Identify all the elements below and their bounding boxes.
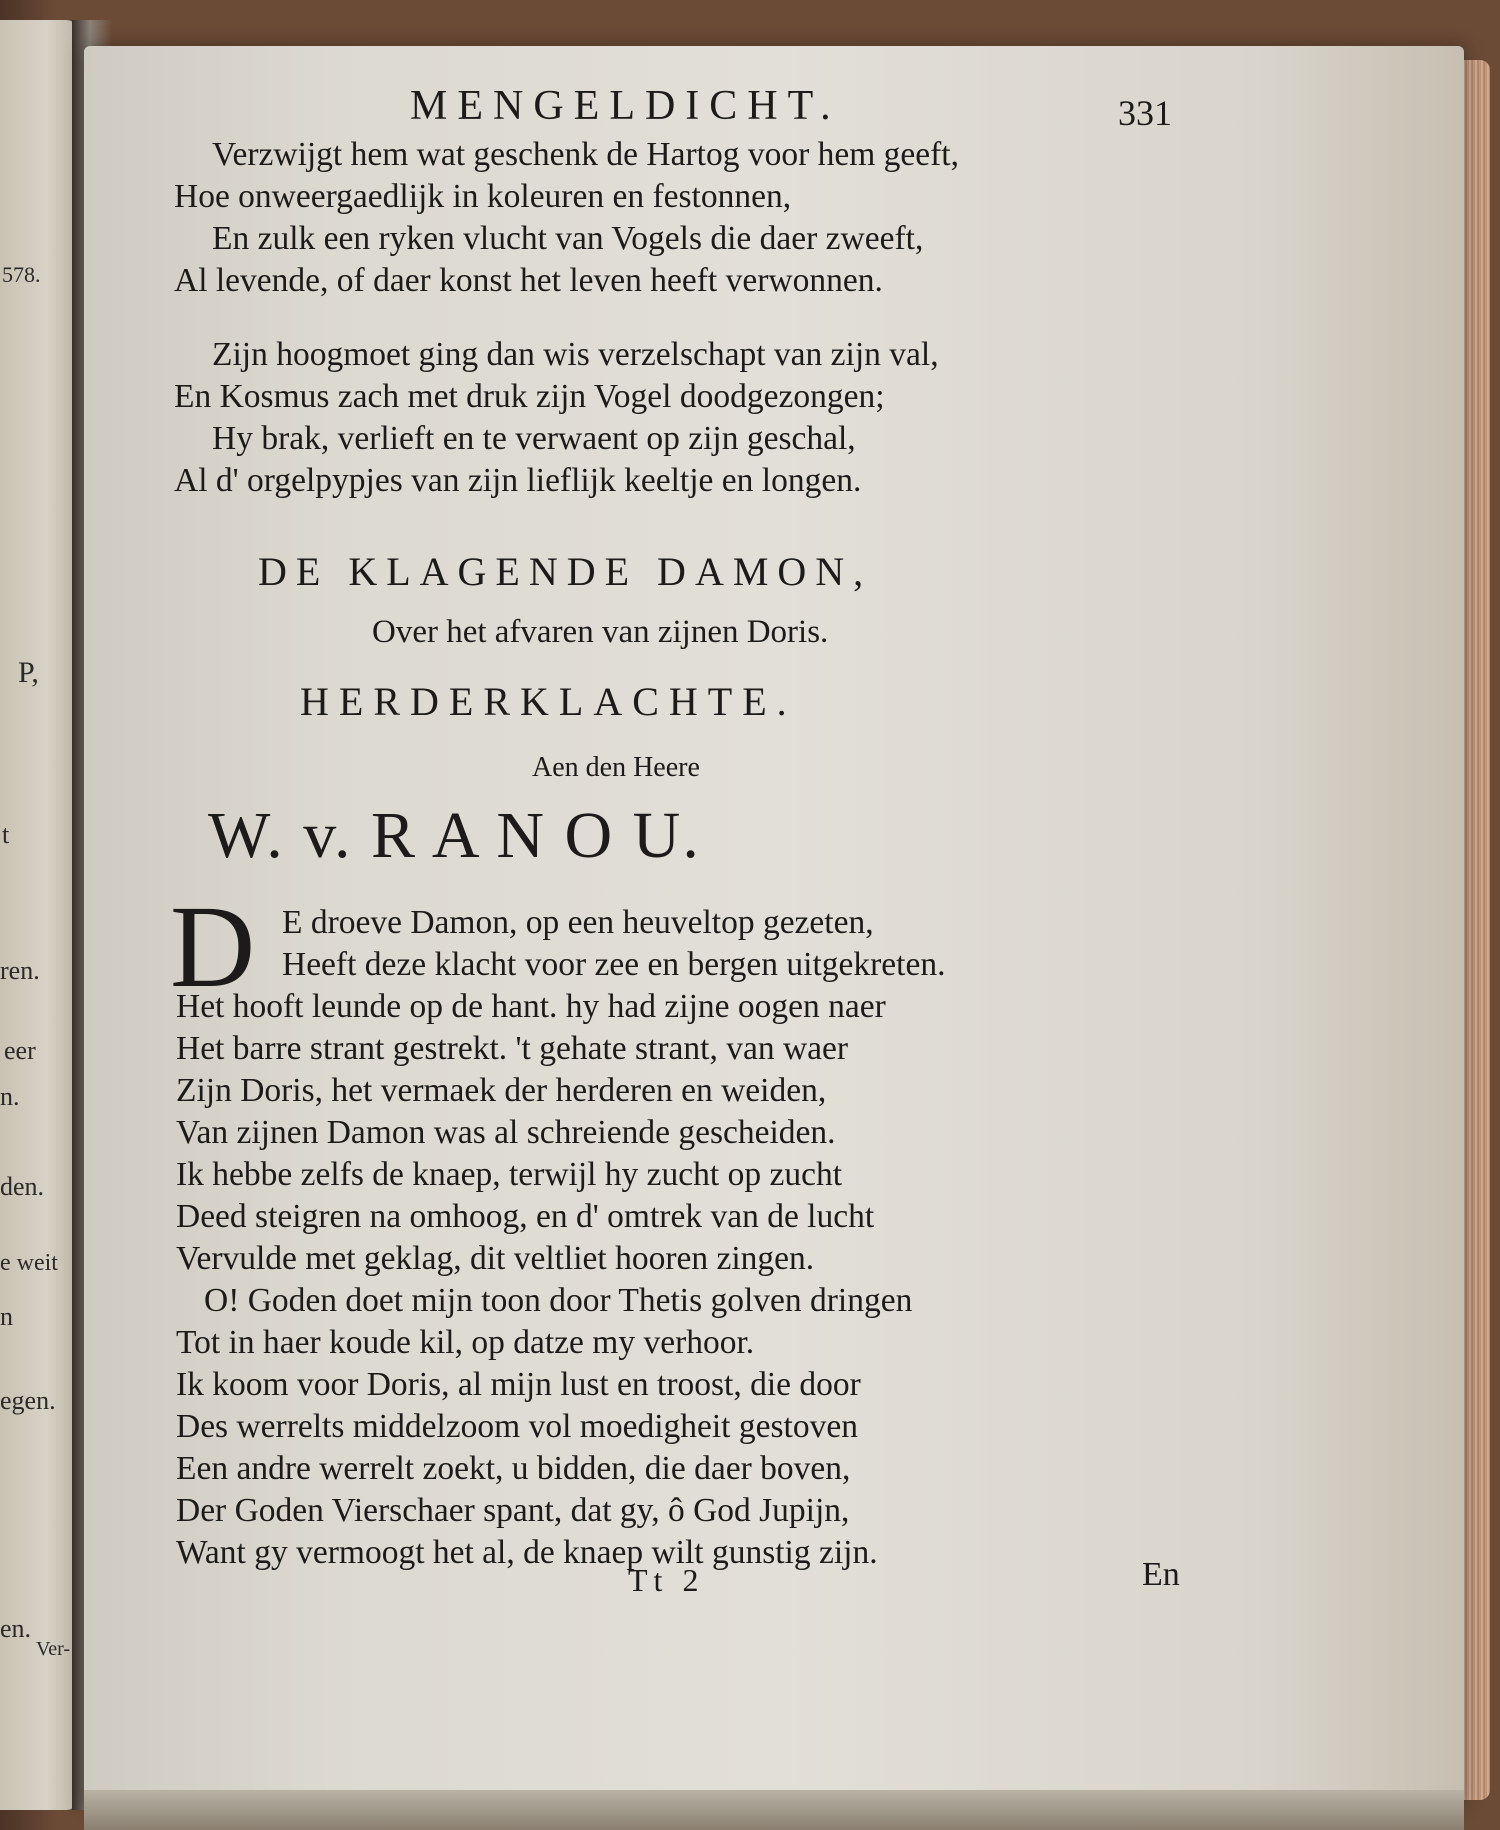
verse-line: Vervulde met geklag, dit veltliet hooren zingen. [176,1240,815,1277]
left-page-fragment: 578. [2,262,41,287]
dedicatee-name: W. v. R A N O U. [208,799,701,872]
verse-line: Want gy vermoogt het al, de knaep wilt gunstig zijn. [176,1534,878,1571]
verse-line: Des werrelts middelzoom vol moedigheit gestoven [176,1408,858,1445]
poem-subtitle: Over het afvaren van zijnen Doris. [372,614,829,650]
verse-line: Ik koom voor Doris, al mijn lust en troost, die door [176,1366,861,1403]
verse-line: Zijn hoogmoet ging dan wis verzelschapt van zijn val, [212,336,939,373]
verse-line: Hy brak, verlieft en te verwaent op zijn geschal, [212,420,856,457]
left-page-fragment: eer [4,1036,36,1065]
left-page-fragment: Ver- [36,1638,71,1660]
left-page-fragment: P, [18,656,39,689]
verse-line: Al d' orgelpypjes van zijn lieflijk keeltje en longen. [174,462,862,499]
poem-title: DE KLAGENDE DAMON, [258,549,873,594]
left-page-fragment: t [2,820,10,849]
verse-line: Heeft deze klacht voor zee en bergen uitgekreten. [282,946,946,983]
verse-line: Een andre werrelt zoekt, u bidden, die daer boven, [176,1450,851,1487]
verse-line: E droeve Damon, op een heuveltop gezeten, [282,904,874,941]
verse-line: Al levende, of daer konst het leven heeft verwonnen. [174,262,883,299]
catchword: En [1142,1556,1180,1593]
left-page-fragment: n [0,1302,13,1331]
genre-heading: HERDERKLACHTE. [300,679,797,724]
verse-line: O! Goden doet mijn toon door Thetis golven dringen [204,1282,913,1319]
verse-line: Deed steigren na omhoog, en d' omtrek van de lucht [176,1198,875,1235]
verse-line: Ik hebbe zelfs de knaep, terwijl hy zucht op zucht [176,1156,843,1193]
book-bottom-edge [84,1790,1464,1830]
page-number: 331 [1118,93,1172,133]
left-page-fragment: n. [0,1082,20,1111]
verse-line: Verzwijgt hem wat geschenk de Hartog voor hem geeft, [212,136,959,173]
dedication-label: Aen den Heere [532,752,700,783]
verse-line: Het barre strant gestrekt. 't gehate strant, van waer [176,1030,849,1067]
verse-line: Der Goden Vierschaer spant, dat gy, ô God Jupijn, [176,1492,850,1529]
verse-line: Van zijnen Damon was al schreiende gescheiden. [176,1114,836,1151]
left-page-fragment: ren. [0,956,40,985]
verse-line: Het hooft leunde op de hant. hy had zijne oogen naer [176,988,886,1025]
verse-line: En zulk een ryken vlucht van Vogels die daer zweeft, [212,220,924,257]
left-page-fragment: den. [0,1172,45,1201]
drop-cap: D [170,881,256,1012]
verse-line: Tot in haer koude kil, op datze my verhoor. [176,1324,755,1361]
left-facing-page [0,20,78,1810]
verse-line: Zijn Doris, het vermaek der herderen en weiden, [176,1072,827,1109]
verse-line: En Kosmus zach met druk zijn Vogel doodgezongen; [174,378,885,415]
verse-line: Hoe onweergaedlijk in koleuren en festonnen, [174,178,792,215]
running-title: MENGELDICHT. [410,83,841,129]
left-page-fragment: egen. [0,1386,56,1415]
signature-mark: Tt 2 [628,1562,705,1598]
left-page-fragment: en. [0,1614,32,1643]
left-page-fragment: e weit [0,1250,58,1276]
